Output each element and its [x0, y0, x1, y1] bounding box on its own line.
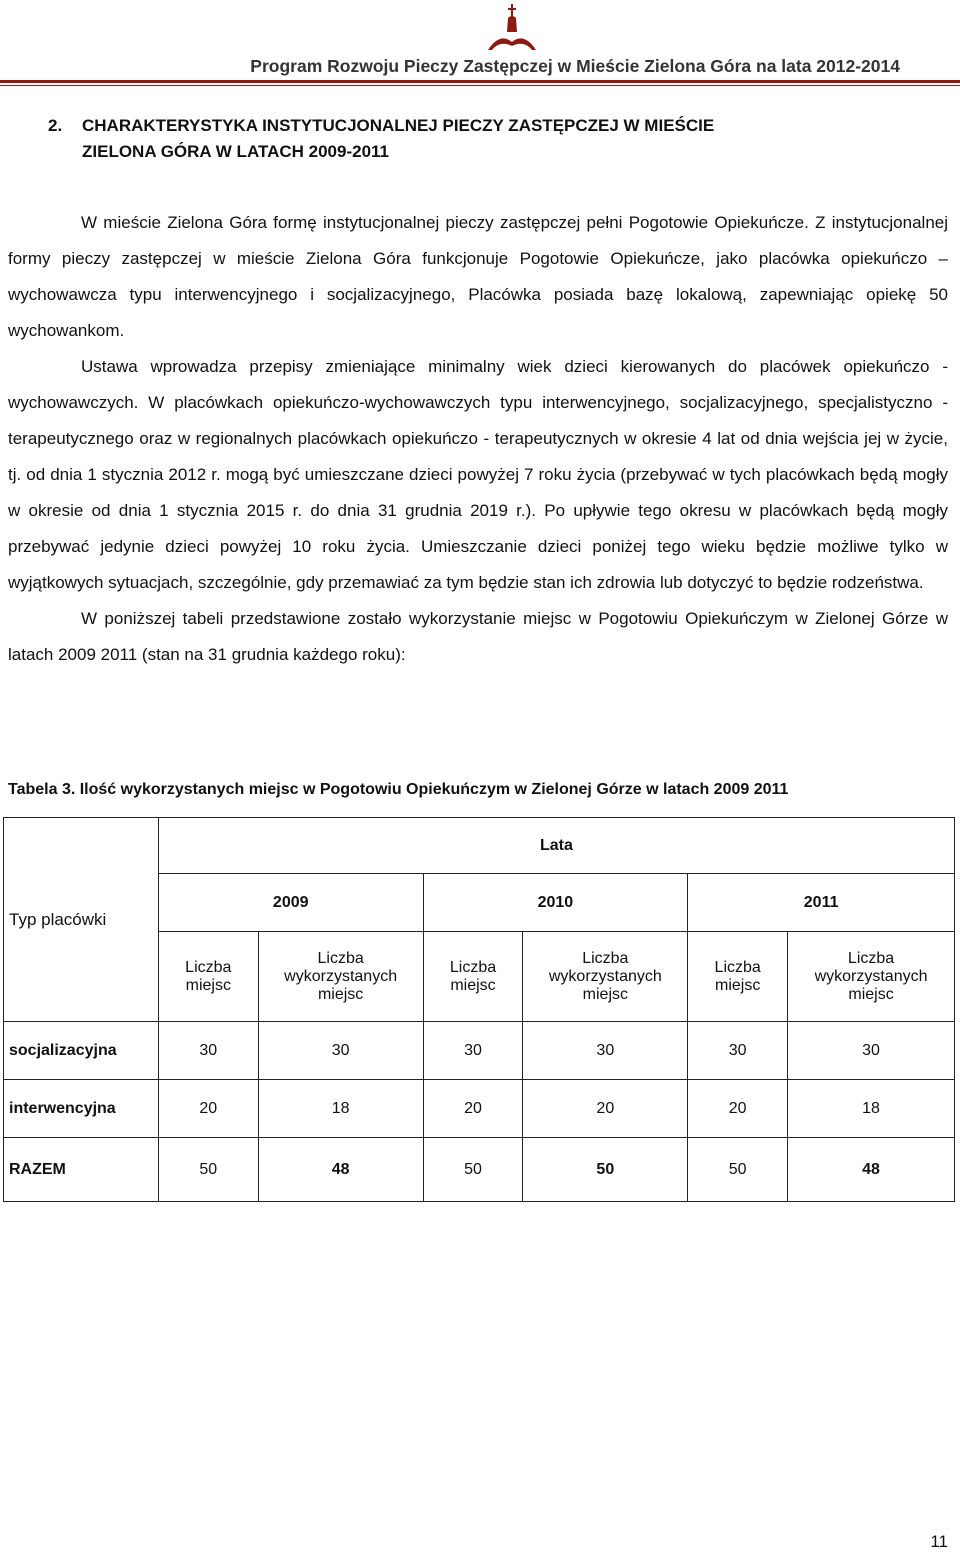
year-header: 2011 — [688, 874, 955, 932]
year-header: 2009 — [158, 874, 423, 932]
table-cell: 20 — [423, 1080, 523, 1138]
row-label: interwencyjna — [4, 1080, 159, 1138]
table-cell: 30 — [688, 1022, 788, 1080]
document-header-title: Program Rozwoju Pieczy Zastępczej w Mieście Zielona Góra na lata 2012-2014 — [250, 56, 900, 76]
table-cell: 20 — [523, 1080, 688, 1138]
places-table — [3, 817, 955, 1202]
paragraph: W mieście Zielona Góra formę instytucjonalnej pieczy zastępczej pełni Pogotowie Opiekuńcze. Z instytucjonalnej formy pieczy zastępczej w mieście Zielona Góra funkcjonuje Pogotowie Opiekuńcze, jako placówka opiekuńczo – wychowawcza typu interwencyjnego i socjalizacyjnego, Placówka posiada bazę lokalową, zapewniając opiekę 50 wychowankom. — [8, 213, 948, 340]
used-col-header: Liczba wykorzystanych miejsc — [788, 932, 955, 1022]
table-cell: 50 — [688, 1138, 788, 1202]
table-cell: 50 — [158, 1138, 258, 1202]
table-cell: 50 — [423, 1138, 523, 1202]
used-col-header: Liczba wykorzystanych miejsc — [523, 932, 688, 1022]
row-label: socjalizacyjna — [4, 1022, 159, 1080]
table-cell: 50 — [523, 1138, 688, 1202]
places-col-header: Liczba miejsc — [158, 932, 258, 1022]
body-text — [8, 205, 948, 673]
year-header: 2010 — [423, 874, 688, 932]
table-cell: 30 — [788, 1022, 955, 1080]
table-cell: 20 — [688, 1080, 788, 1138]
table-cell: 30 — [258, 1022, 423, 1080]
table-cell: 18 — [788, 1080, 955, 1138]
section-title-line-2: ZIELONA GÓRA W LATACH 2009-2011 — [82, 142, 389, 161]
table-cell: 20 — [158, 1080, 258, 1138]
places-col-header: Liczba miejsc — [688, 932, 788, 1022]
section-title-line-1: CHARAKTERYSTYKA INSTYTUCJONALNEJ PIECZY ZASTĘPCZEJ W MIEŚCIE — [82, 116, 715, 135]
years-header: Lata — [158, 818, 954, 874]
places-col-header: Liczba miejsc — [423, 932, 523, 1022]
table-row-total — [4, 1138, 955, 1202]
row-label: RAZEM — [4, 1138, 159, 1202]
table-caption: Tabela 3. Ilość wykorzystanych miejsc w Pogotowiu Opiekuńczym w Zielonej Górze w latach 2009 2011 — [8, 781, 789, 798]
header-divider-thin — [0, 85, 960, 86]
type-header: Typ placówki — [4, 818, 159, 1022]
table-cell: 48 — [788, 1138, 955, 1202]
table-cell: 30 — [523, 1022, 688, 1080]
table-row — [4, 1022, 955, 1080]
table-row — [4, 1080, 955, 1138]
table-cell: 30 — [158, 1022, 258, 1080]
section-heading — [48, 113, 902, 165]
table-cell: 48 — [258, 1138, 423, 1202]
table-cell: 18 — [258, 1080, 423, 1138]
page-number: 11 — [930, 1532, 948, 1551]
city-crest-icon — [484, 2, 540, 54]
paragraph: Ustawa wprowadza przepisy zmieniające minimalny wiek dzieci kierowanych do placówek opiekuńczo - wychowawczych. W placówkach opiekuńczo-wychowawczych typu interwencyjnego, socjalizacyjnego, specjalistyczno - terapeutycznego oraz w regionalnych placówkach opiekuńczo - terapeutycznych w okresie 4 lat od dnia wejścia jej w życie, tj. od dnia 1 stycznia 2012 r. mogą być umieszczane dzieci powyżej 7 roku życia (przebywać w tych placówkach będą mogły w okresie od dnia 1 stycznia 2015 r. do dnia 31 grudnia 2019 r.). Po upływie tego okresu w placówkach będą mogły przebywać jedynie dzieci powyżej 10 roku życia. Umieszczanie dzieci poniżej tego wieku będzie możliwe tylko w wyjątkowych sytuacjach, szczególnie, gdy przemawiać za tym będzie stan ich zdrowia lub dotyczyć to będzie rodzeństwa. — [8, 357, 948, 592]
header-divider — [0, 80, 960, 83]
used-col-header: Liczba wykorzystanych miejsc — [258, 932, 423, 1022]
table-cell: 30 — [423, 1022, 523, 1080]
paragraph: W poniższej tabeli przedstawione zostało wykorzystanie miejsc w Pogotowiu Opiekuńczym w Zielonej Górze w latach 2009 2011 (stan na 31 grudnia każdego roku): — [8, 609, 948, 664]
section-number: 2. — [48, 116, 63, 135]
